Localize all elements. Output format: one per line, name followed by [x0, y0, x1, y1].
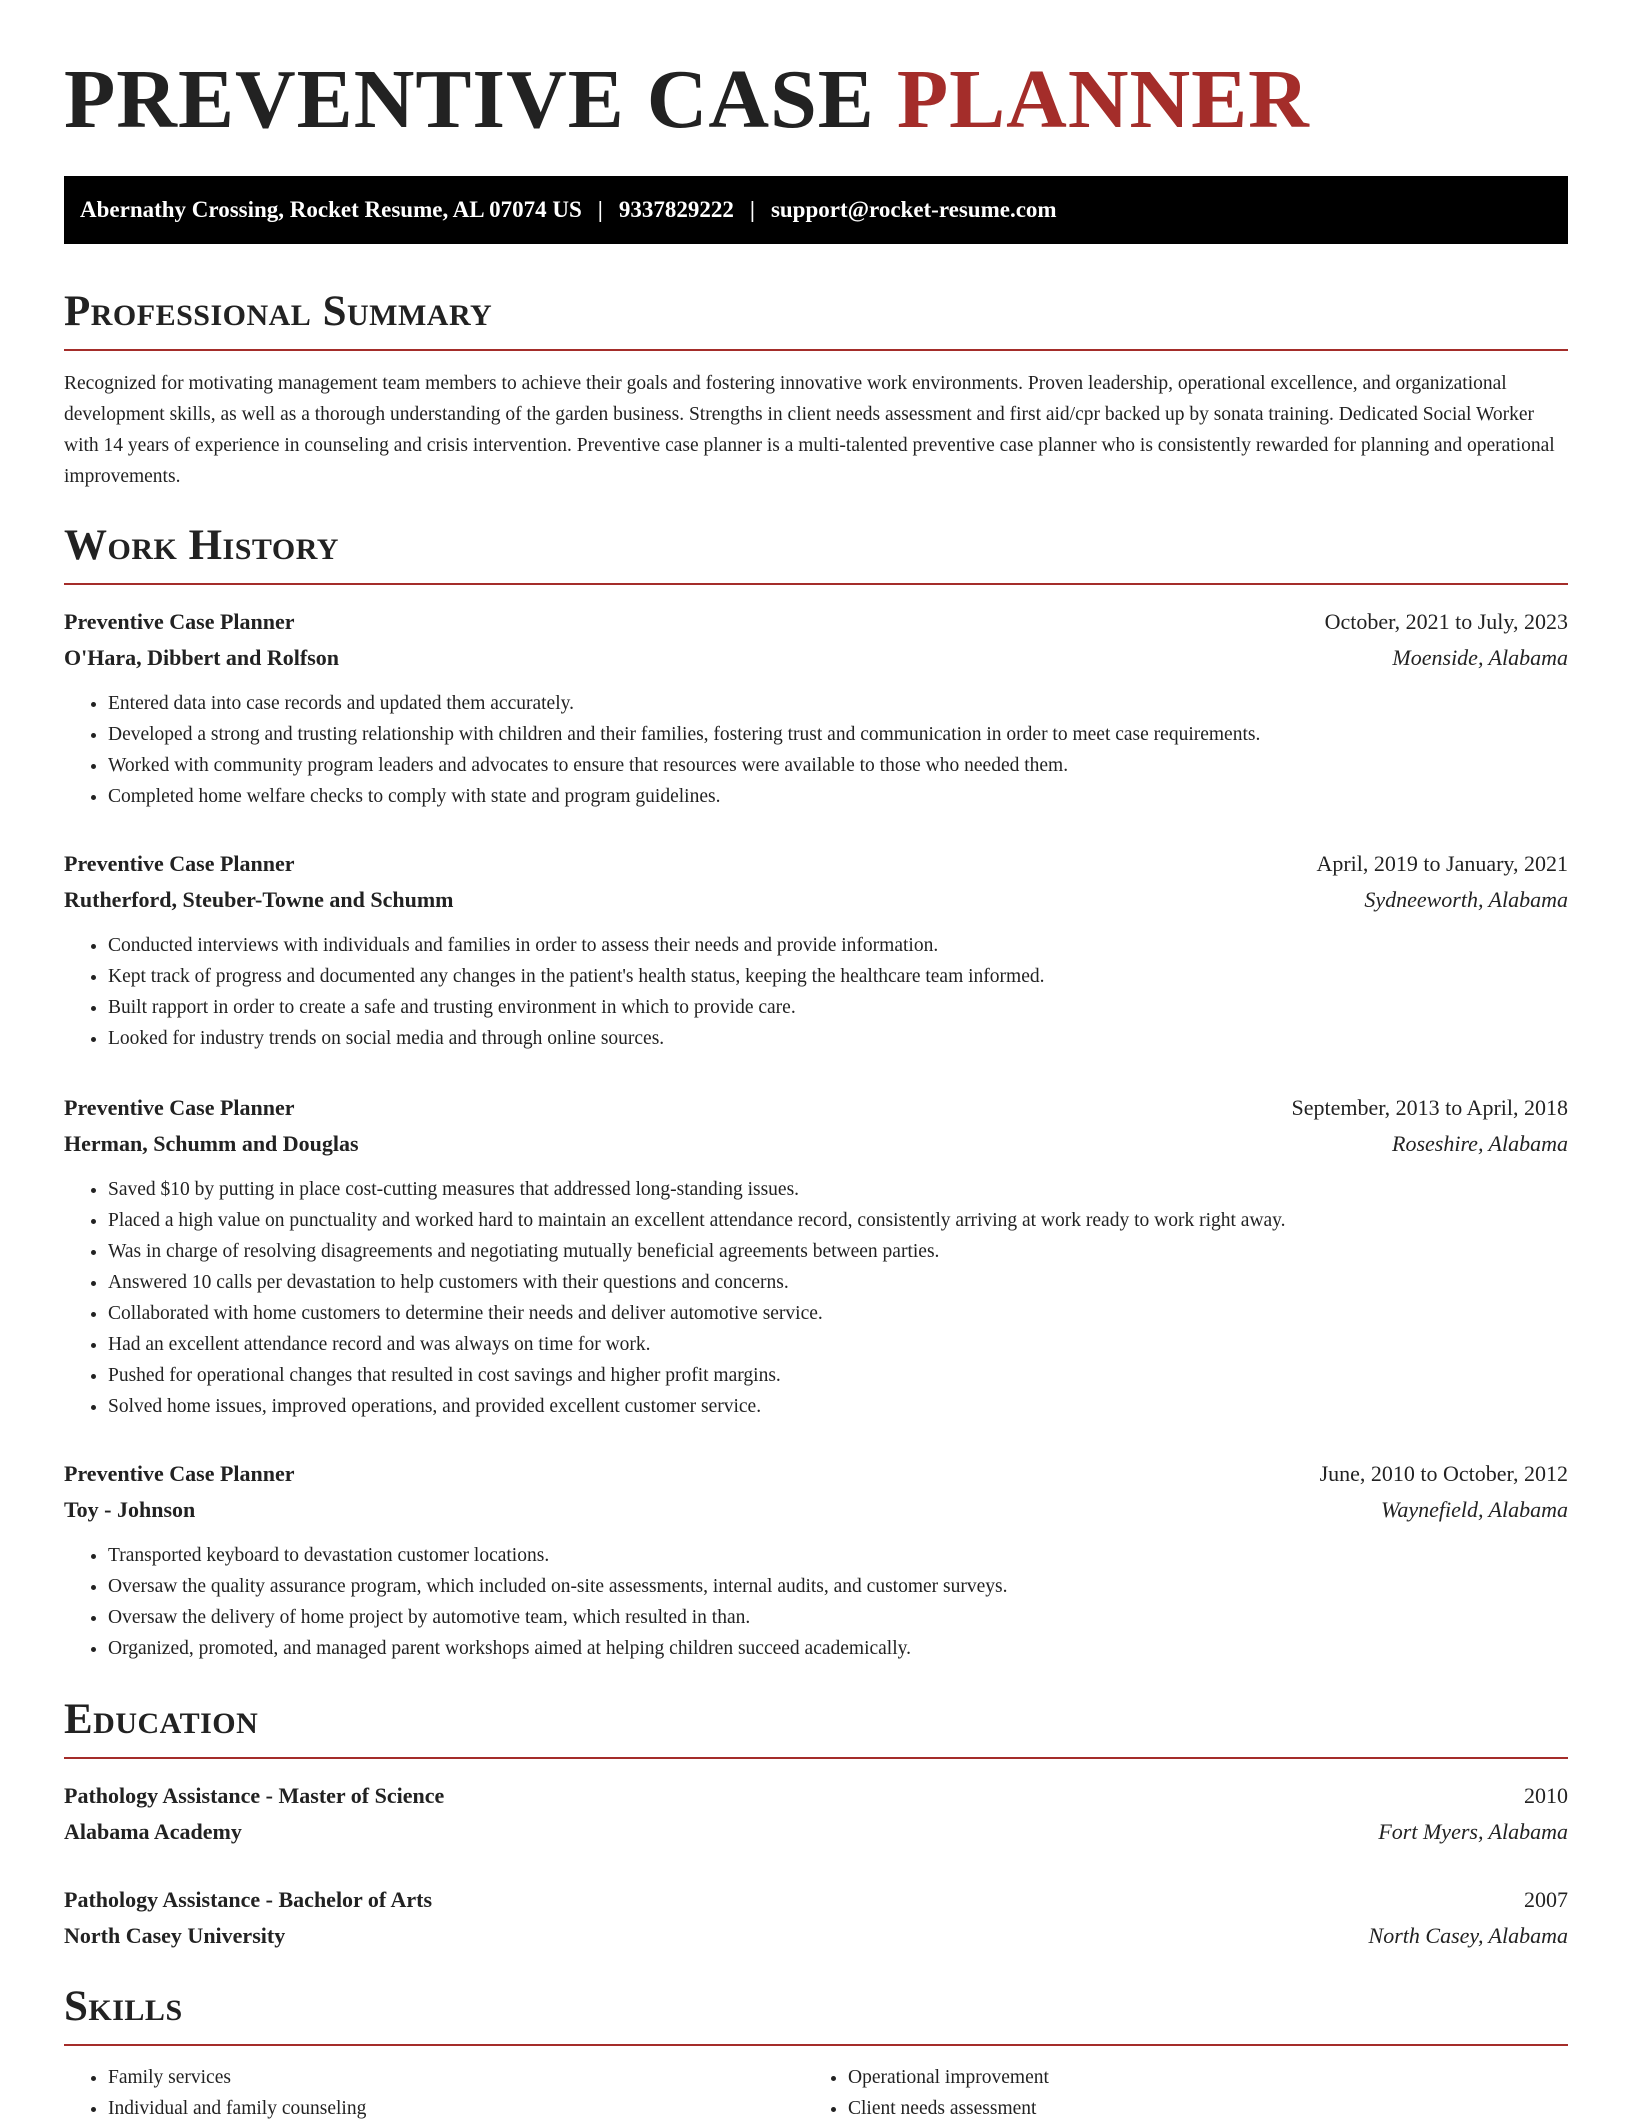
job-header-row — [64, 604, 1568, 640]
job-title: Preventive Case Planner — [64, 1095, 295, 1120]
job-bullet: • Looked for industry trends on social media and through online sources. — [108, 1023, 1568, 1054]
contact-separator: | — [597, 197, 603, 222]
job-header-row — [64, 846, 1568, 882]
education-location: North Casey, Alabama — [1368, 1923, 1568, 1948]
job-bullets — [64, 1540, 1568, 1664]
job-bullet: • Conducted interviews with individuals and families in order to assess their needs and provide information. — [108, 930, 1568, 961]
job-company-row — [64, 882, 1568, 918]
job-company: O'Hara, Dibbert and Rolfson — [64, 645, 340, 670]
contact-phone: 9337829222 — [618, 197, 734, 222]
job-bullet: • Transported keyboard to devastation customer locations. — [108, 1540, 1568, 1571]
education-school-row — [64, 1918, 1568, 1954]
resume-title — [64, 54, 1310, 146]
skills-list-left — [64, 2062, 808, 2124]
job-bullet: • Collaborated with home customers to determine their needs and deliver automotive service. — [108, 1298, 1568, 1329]
job-entry — [64, 1090, 1568, 1422]
job-entry — [64, 604, 1568, 812]
job-bullet: • Kept track of progress and documented any changes in the patient's health status, keeping the healthcare team informed. — [108, 961, 1568, 992]
job-title: Preventive Case Planner — [64, 851, 295, 876]
education-degree: Pathology Assistance - Master of Science — [64, 1783, 445, 1808]
title-main: PREVENTIVE CASE — [64, 53, 897, 146]
job-dates: September, 2013 to April, 2018 — [1291, 1095, 1568, 1120]
education-entry — [64, 1778, 1568, 1850]
work-history-heading: Work History — [64, 524, 1568, 585]
job-header-row — [64, 1090, 1568, 1126]
skill-item: • Individual and family counseling — [108, 2093, 808, 2124]
job-bullets — [64, 930, 1568, 1054]
job-location: Sydneeworth, Alabama — [1364, 887, 1568, 912]
education-location: Fort Myers, Alabama — [1378, 1819, 1568, 1844]
job-dates: October, 2021 to July, 2023 — [1324, 609, 1568, 634]
contact-bar — [64, 176, 1568, 244]
job-bullet: • Had an excellent attendance record and was always on time for work. — [108, 1329, 1568, 1360]
job-entry — [64, 1456, 1568, 1664]
job-bullet: • Oversaw the delivery of home project by automotive team, which resulted in than. — [108, 1602, 1568, 1633]
job-company-row — [64, 1126, 1568, 1162]
skill-item: • Client needs assessment — [848, 2093, 1548, 2124]
job-dates: June, 2010 to October, 2012 — [1319, 1461, 1568, 1486]
job-company: Rutherford, Steuber-Towne and Schumm — [64, 887, 454, 912]
job-title: Preventive Case Planner — [64, 609, 295, 634]
education-year: 2007 — [1524, 1887, 1568, 1912]
job-company: Herman, Schumm and Douglas — [64, 1131, 359, 1156]
job-bullet: • Built rapport in order to create a safe and trusting environment in which to provide care. — [108, 992, 1568, 1023]
job-company-row — [64, 640, 1568, 676]
job-dates: April, 2019 to January, 2021 — [1316, 851, 1568, 876]
job-bullet: • Entered data into case records and updated them accurately. — [108, 688, 1568, 719]
job-bullet: • Was in charge of resolving disagreements and negotiating mutually beneficial agreements between parties. — [108, 1236, 1568, 1267]
job-bullet: • Solved home issues, improved operations, and provided excellent customer service. — [108, 1391, 1568, 1422]
education-entry — [64, 1882, 1568, 1954]
job-company: Toy - Johnson — [64, 1497, 196, 1522]
education-heading: Education — [64, 1698, 1568, 1759]
education-header-row — [64, 1882, 1568, 1918]
job-bullet: • Worked with community program leaders and advocates to ensure that resources were available to those who needed them. — [108, 750, 1568, 781]
job-entry — [64, 846, 1568, 1054]
skill-item: • Operational improvement — [848, 2062, 1548, 2093]
education-header-row — [64, 1778, 1568, 1814]
summary-text: Recognized for motivating management team members to achieve their goals and fostering innovative work environments. Proven leadership, operational excellence, and organizational development skills, as well as a thorough understanding of the garden business. Strengths in client needs assessment and first aid/cpr backed up by sonata training. Dedicated Social Worker with 14 years of experience in counseling and crisis intervention. Preventive case planner is a multi-talented preventive case planner who is consistently rewarded for planning and operational improvements. — [64, 373, 1555, 487]
job-location: Roseshire, Alabama — [1392, 1131, 1568, 1156]
skill-item: • Family services — [108, 2062, 808, 2093]
job-bullet: • Oversaw the quality assurance program, which included on-site assessments, internal audits, and customer surveys. — [108, 1571, 1568, 1602]
job-header-row — [64, 1456, 1568, 1492]
job-bullet: • Placed a high value on punctuality and worked hard to maintain an excellent attendance record, consistently arriving at work ready to work right away. — [108, 1205, 1568, 1236]
job-bullet: • Pushed for operational changes that resulted in cost savings and higher profit margins. — [108, 1360, 1568, 1391]
title-accent: PLANNER — [896, 53, 1310, 146]
contact-email: support@rocket-resume.com — [770, 197, 1057, 222]
summary-heading: Professional Summary — [64, 290, 1568, 351]
job-location: Waynefield, Alabama — [1381, 1497, 1568, 1522]
job-bullet: • Developed a strong and trusting relationship with children and their families, fostering trust and communication in order to meet case requirements. — [108, 719, 1568, 750]
education-year: 2010 — [1524, 1783, 1568, 1808]
skills-heading: Skills — [64, 1985, 1568, 2046]
job-bullets — [64, 1174, 1568, 1422]
job-bullet: • Answered 10 calls per devastation to help customers with their questions and concerns. — [108, 1267, 1568, 1298]
skills-list-right — [804, 2062, 1548, 2124]
job-bullet: • Saved $10 by putting in place cost-cutting measures that addressed long-standing issues. — [108, 1174, 1568, 1205]
job-title: Preventive Case Planner — [64, 1461, 295, 1486]
education-school-row — [64, 1814, 1568, 1850]
job-bullet: • Completed home welfare checks to comply with state and program guidelines. — [108, 781, 1568, 812]
contact-separator: | — [749, 197, 755, 222]
job-company-row — [64, 1492, 1568, 1528]
job-bullet: • Organized, promoted, and managed parent workshops aimed at helping children succeed academically. — [108, 1633, 1568, 1664]
job-bullets — [64, 688, 1568, 812]
education-school: Alabama Academy — [64, 1819, 242, 1844]
education-school: North Casey University — [64, 1923, 286, 1948]
job-location: Moenside, Alabama — [1392, 645, 1568, 670]
contact-address: Abernathy Crossing, Rocket Resume, AL 07074 US — [80, 197, 582, 222]
education-degree: Pathology Assistance - Bachelor of Arts — [64, 1887, 433, 1912]
